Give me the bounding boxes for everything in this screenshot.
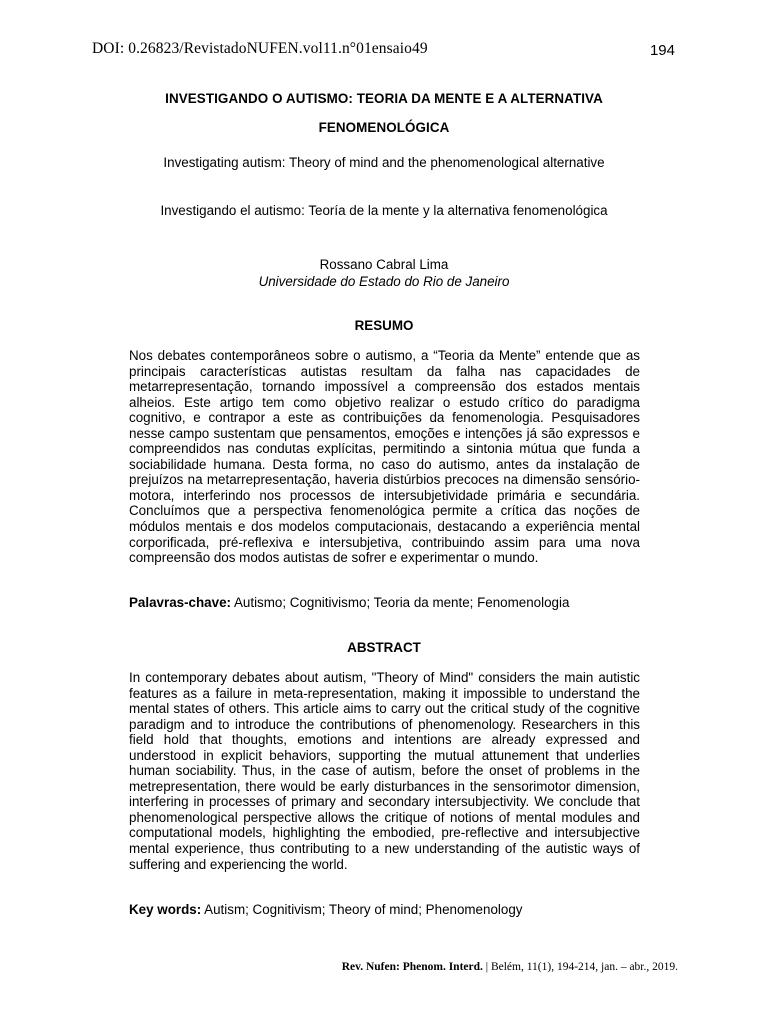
spanish-title: Investigando el autismo: Teoría de la mente y la alternativa fenomenológica — [160, 203, 608, 218]
article-title-line-2: FENOMENOLÓGICA — [318, 120, 450, 135]
resumo-heading: RESUMO — [354, 318, 414, 333]
key-words-label: Key words: — [129, 902, 202, 917]
author-affiliation: Universidade do Estado do Rio de Janeiro — [258, 274, 510, 289]
journal-citation: | Belém, 11(1), 194-214, jan. – abr., 2019. — [482, 961, 678, 973]
palavras-chave-label: Palavras-chave: — [129, 595, 231, 610]
resumo-body: Nos debates contemporâneos sobre o autismo, a “Teoria da Mente” entende que as principais características autistas resultam da falha nas capacidades de metarrepresentação, tornando impossível a compreensão dos estados mentais alheios. Este artigo tem como objetivo realizar o estudo crítico do paradigma cognitivo, e contrapor a este as contribuições da fenomenologia. Pesquisadores nesse campo sustentam que pensamentos, emoções e intenções já são expressos e compreendidos nas condutas explícitas, permitindo a sintonia mútua que funda a sociabilidade humana. Desta forma, no caso do autismo, antes da instalação de prejuízos na metarrepresentação, haveria distúrbios precoces na dimensão sensório-motora, interferindo nos processos de intersubjetividade primária e secundária. Concluímos que a perspectiva fenomenológica permite a crítica das noções de módulos mentais e dos modelos computacionais, destacando a experiência mental corporificada, pré-reflexiva e intersubjetiva, contribuindo assim para uma nova compreensão dos modos autistas de sofrer e experimentar o mundo. — [129, 348, 640, 566]
article-title — [128, 88, 640, 138]
abstract-heading: ABSTRACT — [347, 640, 421, 655]
article-title-line-1: INVESTIGANDO O AUTISMO: TEORIA DA MENTE E A ALTERNATIVA — [165, 91, 603, 106]
palavras-chave — [129, 595, 649, 610]
journal-name: Rev. Nufen: Phenom. Interd. — [341, 961, 483, 973]
doi-reference: DOI: 0.26823/RevistadoNUFEN.vol11.n°01ensaio49 — [92, 40, 428, 57]
palavras-chave-values: Autismo; Cognitivismo; Teoria da mente; Fenomenologia — [233, 595, 570, 610]
author-name: Rossano Cabral Lima — [319, 257, 449, 272]
abstract-body: In contemporary debates about autism, "Theory of Mind" considers the main autistic features as a failure in meta-representation, making it impossible to understand the mental states of others. This article aims to carry out the critical study of the cognitive paradigm and to introduce the contributions of phenomenology. Researchers in this field hold that thoughts, emotions and intentions are already expressed and understood in explicit behaviors, supporting the mutual attunement that underlies human sociability. Thus, in the case of autism, before the onset of problems in the metrepresentation, there would be early disturbances in the sensorimotor dimension, interfering in processes of primary and secondary intersubjectivity. We conclude that phenomenological perspective allows the critique of notions of mental modules and computational models, highlighting the embodied, pre-reflective and intersubjective mental experience, thus contributing to a new understanding of the autistic ways of suffering and experiencing the world. — [129, 670, 640, 872]
key-words-values: Autism; Cognitivism; Theory of mind; Phenomenology — [204, 902, 523, 917]
author-block — [128, 256, 640, 290]
english-title: Investigating autism: Theory of mind and the phenomenological alternative — [163, 155, 605, 170]
journal-footer — [342, 961, 678, 973]
key-words — [129, 902, 649, 917]
page-number: 194 — [649, 42, 675, 59]
